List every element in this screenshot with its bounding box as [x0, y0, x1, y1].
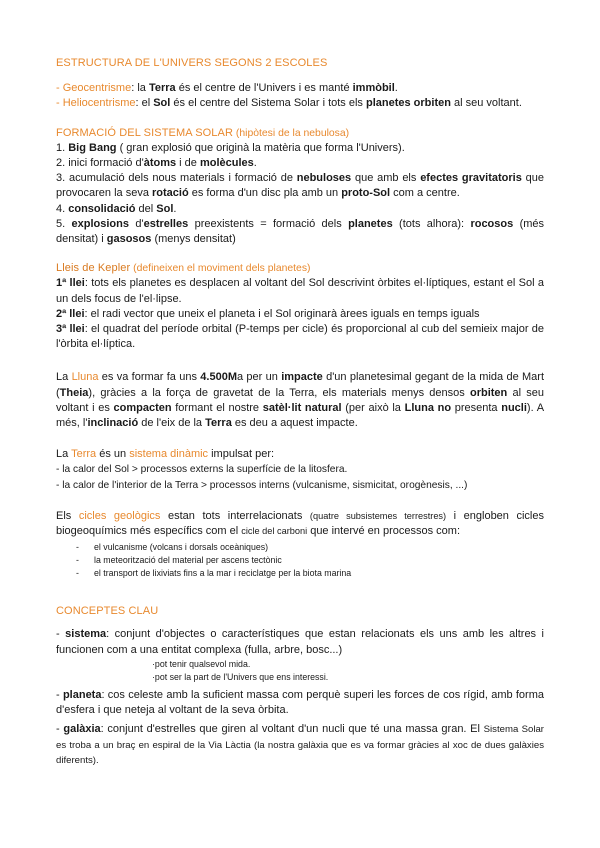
- internal-processes: - la calor de l'interior de la Terra > processos interns (vulcanisme, sismicitat, orogènesis, ...): [56, 479, 468, 491]
- list-item: - el vulcanisme (volcans i dorsals oceàniques): [76, 541, 544, 554]
- section-title: CONCEPTES CLAU: [56, 605, 159, 618]
- list-item: 4. consolidació del Sol.: [56, 202, 177, 215]
- section-earth: [56, 447, 544, 493]
- kepler-law-1: 1ª llei: tots els planetes es desplacen al voltant del Sol descrivint òrbites el·líptiques, estant el Sol a un dels focus de l'el·lipse.: [56, 277, 545, 305]
- kepler-law-3: 3ª llei: el quadrat del període orbital (P-temps per cicle) és proporcional al cub del semieix major de l'òrbita el·líptica.: [56, 323, 544, 351]
- section-formation: [56, 126, 544, 248]
- external-processes: - la calor del Sol > processos externs la superfície de la litosfera.: [56, 464, 348, 476]
- system-note: ·pot tenir qualsevol mida.: [152, 658, 251, 669]
- list-item: 5. explosions d'estrelles preexistents = formació dels planetes (tots alhora): rocosos (més densitat) i gasosos (menys densitat): [56, 217, 545, 246]
- section-title: Lleis de Kepler (defineixen el moviment dels planetes): [56, 262, 311, 275]
- concept-galaxy: - galàxia: conjunt d'estrelles que giren al voltant d'un nucli que té una massa gran. El Sistema Solar es troba a un braç en espiral de la Via Làctia (la nostra galàxia que es va formar gràcies al xoc de dues galàxies diferents).: [56, 723, 544, 766]
- list-item: 1. Big Bang ( gran explosió que originà la matèria que forma l'Univers).: [56, 141, 405, 154]
- list-item: 3. acumulació dels nous materials i formació de nebuloses que amb els efectes gravitatoris que provocaren la seva rotació es forma d'un disc pla amb un proto-Sol com a centre.: [56, 172, 544, 200]
- moon-paragraph: La Lluna es va formar fa uns 4.500Ma per un impacte d'un planetesimal gegant de la mida de Mart (Theia), gràcies a la força de gravetat de la Terra, els materials menys densos orbiten al seu voltant i es compacten formant el nostre satèl·lit natural (per això la Lluna no presenta nucli). A més, l'inclinació de l'eix de la Terra es deu a aquest impacte.: [56, 371, 545, 430]
- list-item: - el transport de lixiviats fins a la mar i reciclatge per la biota marina: [76, 567, 544, 580]
- section-cycles: [56, 509, 544, 580]
- list-item: - la meteorització del material per ascens tectònic: [76, 554, 544, 567]
- kepler-law-2: 2ª llei: el radi vector que uneix el planeta i el Sol originarà àrees iguals en temps iguals: [56, 307, 480, 320]
- section-structure: [56, 56, 544, 112]
- list-item: 2. inici formació d'àtoms i de molècules.: [56, 157, 257, 170]
- section-title: FORMACIÓ DEL SISTEMA SOLAR (hipòtesi de la nebulosa): [56, 126, 350, 139]
- cycles-paragraph: Els cicles geològics estan tots interrelacionats (quatre subsistemes terrestres) i engloben cicles biogeoquímics més específics com el cicle del carboni que intervé en processos com:: [56, 509, 544, 538]
- concept-system: - sistema: conjunt d'objectes o característiques que estan relacionats els uns amb les altres i funcionen com a una entitat complexa (fulla, arbre, bosc...): [56, 628, 544, 656]
- geocentrism-line: - Geocentrisme: la Terra és el centre de l'Univers i es manté immòbil.: [56, 82, 398, 95]
- section-title: ESTRUCTURA DE L'UNIVERS SEGONS 2 ESCOLES: [56, 57, 328, 69]
- document-page: [56, 56, 544, 768]
- heliocentrism-line: - Heliocentrisme: el Sol és el centre del Sistema Solar i tots els planetes orbiten al seu voltant.: [56, 97, 522, 110]
- section-moon: [56, 370, 544, 431]
- section-key-concepts: [56, 604, 544, 768]
- cycles-list: [56, 541, 544, 580]
- section-kepler: [56, 261, 544, 352]
- concept-planet: - planeta: cos celeste amb la suficient massa com perquè superi les forces de cos rígid, amb forma d'esfera i que neteja al voltant de la seva òrbita.: [56, 688, 544, 717]
- earth-line: La Terra és un sistema dinàmic impulsat per:: [56, 448, 275, 461]
- system-note: ·pot ser la part de l'Univers que ens interessi.: [152, 671, 329, 682]
